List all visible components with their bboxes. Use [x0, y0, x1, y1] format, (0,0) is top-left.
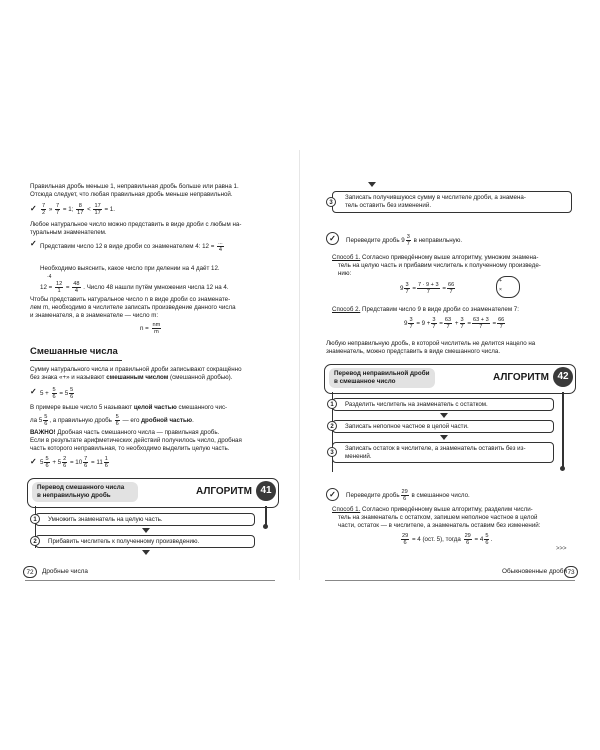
algorithm-title: Перевод смешанного числа в неправильную дробь — [32, 482, 138, 502]
fraction: $\frac{5}{6}$ — [70, 387, 74, 400]
fraction: $\frac{5}{6}$ — [45, 456, 49, 469]
mixed-sum-example: 5 $\frac{5}{6}$ + 5 $\frac{2}{6}$ = 10 $\frac{7}{6}$ = 11 $\frac{1}{6}$ — [40, 456, 108, 469]
footer-rule — [325, 580, 575, 581]
algorithm-word: АЛГОРИТМ — [196, 486, 252, 497]
fraction: $\frac{7}{6}$ — [84, 456, 88, 469]
fraction: $\frac{29}{6}$ — [401, 489, 408, 502]
fraction: $\frac{1}{6}$ — [104, 456, 108, 469]
important-note: ВАЖНО! Дробная часть смешанного числа — правильная дробь. — [30, 429, 220, 436]
algorithm-number-badge: 42 — [553, 367, 573, 387]
fraction: $\frac{3}{7}$ — [460, 317, 464, 330]
fraction: $\frac{17}{17}$ — [94, 203, 101, 216]
fraction: $\frac{8}{17}$ — [77, 203, 84, 216]
mixed-numbers-heading: Смешанные числа — [30, 346, 118, 357]
way-1-equation: 9 $\frac{3}{7}$ = $\frac{7 \cdot 9 + 3}{7}$ = $\frac{66}{7}$ — [400, 282, 455, 295]
mixed-p1: Сумму натурального числа и правильной дроби записывают сокращённо — [30, 366, 242, 373]
algorithm-title: Перевод неправильной дроби в смешанное число — [329, 368, 435, 388]
down-arrow-icon — [440, 435, 448, 440]
mixed-p2: без знака «+» и называют смешанным числом (смешанной дробью). — [30, 374, 233, 381]
step-number-3: 3 — [326, 197, 336, 207]
fraction: $\frac{5}{6}$ — [115, 414, 119, 427]
order-diagram — [496, 276, 520, 298]
right-page — [300, 0, 600, 750]
footer-label: Обыкновенные дроби — [502, 568, 568, 575]
fraction: $\frac{29}{6}$ — [464, 533, 471, 546]
step-number-1: 1 — [30, 514, 40, 524]
algorithm-42-step-1: Разделить числитель на знаменатель с остатком. — [332, 398, 554, 411]
rule-line-1: Чтобы представить натуральное число n в виде дроби со знаменате- — [30, 296, 231, 303]
step-number-2: 2 — [327, 421, 337, 431]
algorithm-tail — [562, 392, 564, 468]
mixed-example: 5 + $\frac{5}{6}$ = 5 $\frac{5}{6}$ — [40, 387, 74, 400]
represent-example: Представим число 12 в виде дроби со знаменателем 4: 12 = ... 4 — [40, 240, 223, 253]
fraction: $\frac{66}{7}$ — [447, 282, 455, 295]
step-number-2: 2 — [30, 536, 40, 546]
way-2-line-1: Способ 2. Представим число 9 в виде дроби со знаменателем 7: — [332, 306, 519, 313]
mixed-p5: Если в результате арифметических действий получилось число, дробная — [30, 437, 242, 444]
fraction: $\frac{63 + 3}{7}$ — [472, 317, 489, 330]
heading-underline — [30, 360, 122, 361]
rule-line-2: лем m, необходимо в числителе записать произведение данного числа — [30, 304, 236, 311]
algorithm-word: АЛГОРИТМ — [493, 372, 549, 383]
footer-rule — [25, 580, 275, 581]
way-3-equation: $\frac{29}{6}$ = 4 (ост. 5), тогда $\frac{29}{6}$ = 4 $\frac{5}{6}$ . — [402, 533, 493, 546]
page-number: 73 — [564, 566, 578, 578]
down-arrow-icon — [440, 413, 448, 418]
intro-line-1: Правильная дробь меньше 1, неправильная дробь больше или равна 1. — [30, 183, 239, 190]
fraction: $\frac{3}{7}$ — [405, 282, 409, 295]
way-1-line-2: тель на целую часть и прибавим числитель к полученному произведе- — [338, 262, 541, 269]
fraction: $\frac{5}{6}$ — [485, 533, 489, 546]
way-2-equation: 9 $\frac{3}{7}$ = 9 + $\frac{3}{7}$ = $\frac{63}{7}$ + $\frac{3}{7}$ = $\frac{63 + 3}{7}$ = $\frac{66}{7}$ — [404, 317, 505, 330]
task-check-icon: ✓ — [326, 488, 339, 501]
algorithm-41-header — [27, 478, 279, 508]
step-number-1: 1 — [327, 399, 337, 409]
page-number: 72 — [23, 566, 37, 578]
fraction: $\frac{nm}{m}$ — [152, 322, 161, 335]
way-3-line-3: части, остаток — в числителе, а знаменатель оставим без изменений: — [338, 522, 541, 529]
algorithm-step-3: Записать получившуюся сумму в числителе дроби, а знамена- тель оставить без изменений. — [332, 191, 572, 213]
algorithm-41-step-2: Прибавить числитель к полученному произведению. — [35, 535, 255, 548]
paragraph-1: Любую неправильную дробь, в которой числитель не делится нацело на — [326, 340, 536, 347]
fraction: $\frac{3}{7}$ — [406, 234, 410, 247]
fraction: $\frac{2}{6}$ — [63, 456, 67, 469]
way-1-line-3: нию: — [338, 270, 352, 277]
down-arrow-icon — [142, 528, 150, 533]
fraction: $\frac{29}{6}$ — [402, 533, 409, 546]
continue-indicator: >>> — [556, 546, 567, 552]
natural-line-1: Любое натуральное число можно представить в виде дроби с любым на- — [30, 221, 242, 228]
task-1: Переведите дробь 9 $\frac{3}{7}$ в неправильную. — [346, 234, 463, 247]
check-icon: ✓ — [30, 387, 37, 396]
rule-line-3: и знаменателя, а в знаменателе — число m: — [30, 312, 159, 319]
algorithm-tail-dot — [560, 466, 565, 471]
intro-line-2: Отсюда следует, что любая правильная дробь меньше неправильной. — [30, 191, 233, 198]
way-1-line-1: Способ 1. Согласно приведённому выше алгоритму, умножим знамена- — [332, 254, 539, 261]
algorithm-41-step-1: Умножить знаменатель на целую часть. — [35, 513, 255, 526]
algorithm-42-step-3: Записать остаток в числителе, а знаменатель оставить без из- менений. — [332, 442, 554, 463]
footer-label: Дробные числа — [42, 568, 88, 575]
algorithm-42-header — [324, 364, 576, 394]
fraction: $\frac{5}{6}$ — [52, 387, 56, 400]
task-2: Переведите дробь $\frac{29}{6}$ в смешанное число. — [346, 489, 470, 502]
fraction: $\frac{3}{7}$ — [432, 317, 436, 330]
fraction: $\frac{12}{1}$ — [55, 281, 63, 294]
plus-icon: + — [499, 278, 502, 284]
arrow-label: ·4 — [47, 274, 52, 280]
paragraph-2: знаменатель, можно представить в виде смешанного числа. — [326, 348, 501, 355]
down-arrow-icon — [368, 182, 376, 187]
mixed-p6: часть которого неправильная, то необходимо выделить целую часть. — [30, 445, 230, 452]
algorithm-tail — [265, 506, 267, 526]
fraction: ... 4 — [218, 240, 223, 253]
algorithm-tail-dot — [263, 524, 268, 529]
fraction: $\frac{3}{7}$ — [409, 317, 413, 330]
check-icon: ✓ — [30, 239, 37, 248]
times-icon: × — [499, 287, 502, 293]
way-3-line-1: Способ 1. Согласно приведённому выше алгоритму, разделим числи- — [332, 506, 533, 513]
example-proper-improper: $\frac{7}{2}$ » $\frac{7}{7}$ = 1; $\frac{8}{17}$ < $\frac{17}{17}$ = 1. — [42, 203, 115, 216]
fraction: $\frac{7 \cdot 9 + 3}{7}$ — [417, 282, 439, 295]
fraction: $\frac{5}{6}$ — [44, 414, 48, 427]
way-3-line-2: тель на знаменатель с остатком, запишем неполное частное в целой — [338, 514, 538, 521]
fraction: $\frac{63}{7}$ — [444, 317, 452, 330]
algorithm-number-badge: 41 — [256, 481, 276, 501]
mixed-p3: В примере выше число 5 называют целой частью смешанного чис- — [30, 404, 228, 411]
equation-line: 12 = $\frac{12}{1}$ = $\frac{48}{4}$ . Число 48 нашли путём умножения числа 12 на 4. — [40, 281, 229, 294]
natural-line-2: туральным знаменателем. — [30, 229, 107, 236]
task-check-icon: ✓ — [326, 232, 339, 245]
fraction: $\frac{7}{7}$ — [56, 203, 60, 216]
fraction: $\frac{48}{4}$ — [73, 281, 80, 294]
mixed-p4: ла 5 $\frac{5}{6}$ , а правильную дробь $\frac{5}{6}$ — его дробной частью. — [30, 414, 194, 427]
step-number-3: 3 — [327, 447, 337, 457]
fraction: $\frac{66}{7}$ — [498, 317, 505, 330]
rule-formula: n = $\frac{nm}{m}$ — [140, 322, 161, 335]
check-icon: ✓ — [30, 204, 37, 213]
fraction: $\frac{7}{2}$ — [42, 203, 46, 216]
algorithm-42-step-2: Записать неполное частное в целой части. — [332, 420, 554, 433]
find-text: Необходимо выяснить, какое число при делении на 4 даёт 12. — [40, 265, 220, 272]
check-icon: ✓ — [30, 457, 37, 466]
down-arrow-icon — [142, 550, 150, 555]
